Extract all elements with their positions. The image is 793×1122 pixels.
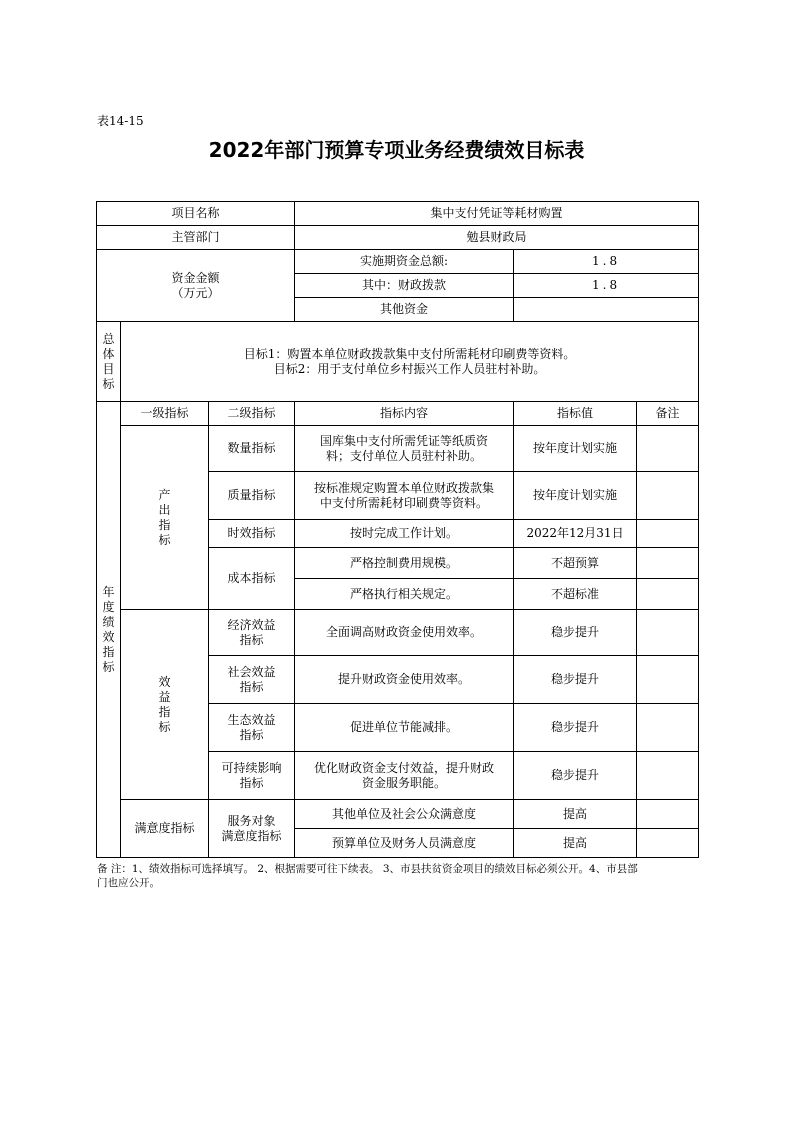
- funds-label: [97, 250, 295, 322]
- remark-cell: [637, 656, 699, 704]
- social-value: 稳步提升: [514, 656, 637, 704]
- content-line: 料；支付单位人员驻村补助。: [326, 448, 483, 463]
- table-row: [97, 202, 699, 226]
- time-value: 2022年12月31日: [514, 520, 637, 548]
- quantity-content: [295, 426, 514, 472]
- cost-value: 不超预算: [514, 548, 637, 579]
- footnote-line: 门也应公开。: [97, 877, 160, 889]
- annual-label-char: 年: [102, 584, 115, 599]
- label-line: 可持续影响: [221, 760, 282, 775]
- satisfaction-value: 提高: [514, 829, 637, 858]
- satisfaction-content: 预算单位及财务人员满意度: [295, 829, 514, 858]
- project-name-label: 项目名称: [97, 202, 295, 226]
- content-line: 中支付所需耗材印刷费等资料。: [320, 495, 489, 510]
- fiscal-funds-label: 其中：财政拨款: [295, 274, 514, 298]
- other-funds-label: 其他资金: [295, 298, 514, 322]
- project-name-value: 集中支付凭证等耗材购置: [295, 202, 699, 226]
- economic-content: 全面调高财政资金使用效率。: [295, 610, 514, 656]
- cost-value: 不超标准: [514, 579, 637, 610]
- eco-content: 促进单位节能减排。: [295, 704, 514, 752]
- total-funds-label: 实施期资金总额:: [295, 250, 514, 274]
- label-line: 经济效益: [227, 617, 276, 632]
- quantity-value: 按年度计划实施: [514, 426, 637, 472]
- sustain-content: [295, 752, 514, 800]
- content-line: 资金服务职能。: [362, 775, 447, 790]
- benefit-label-char: 标: [158, 719, 171, 734]
- content-line: 优化财政资金支付效益，提升财政: [314, 760, 495, 775]
- table-row: [97, 250, 699, 274]
- document-title: 2022年部门预算专项业务经费绩效目标表: [208, 138, 585, 162]
- table-row: [97, 322, 699, 402]
- footnote-line: 备 注：1、绩效指标可选择填写。 2、根据需要可往下续表。 3、市县扶贫资金项目的绩效目标必须公开。4、市县部: [97, 863, 638, 875]
- label-line: 指标: [239, 679, 264, 694]
- table-row: [97, 610, 699, 656]
- header-level1: 一级指标: [121, 402, 209, 426]
- annual-label-char: 指: [102, 644, 115, 659]
- social-label: [209, 656, 295, 704]
- annual-indicator-label: [97, 402, 121, 858]
- satisfaction-value: 提高: [514, 800, 637, 829]
- remark-cell: [637, 426, 699, 472]
- total-funds-value: 1.8: [514, 250, 699, 274]
- output-indicator-label: [121, 426, 209, 610]
- overall-label-char: 体: [102, 346, 115, 361]
- output-label-char: 产: [158, 487, 171, 502]
- annual-label-char: 标: [102, 659, 115, 674]
- label-line: 生态效益: [227, 712, 276, 727]
- satisfaction-sub-label: [209, 800, 295, 858]
- cost-content: 严格执行相关规定。: [295, 579, 514, 610]
- performance-goal-table: [96, 201, 699, 858]
- goal-item: 目标1：购置本单位财政拨款集中支付所需耗材印刷费等资料。: [243, 346, 576, 361]
- remark-cell: [637, 752, 699, 800]
- label-line: 社会效益: [227, 664, 276, 679]
- overall-label-char: 标: [102, 376, 115, 391]
- eco-label: [209, 704, 295, 752]
- header-level2: 二级指标: [209, 402, 295, 426]
- label-line: 服务对象: [227, 813, 276, 828]
- funds-label-unit: （万元）: [171, 285, 220, 300]
- remark-cell: [637, 610, 699, 656]
- annual-label-char: 度: [102, 599, 115, 614]
- content-line: 按标准规定购置本单位财政拨款集: [314, 480, 495, 495]
- benefit-label-char: 指: [158, 704, 171, 719]
- annual-label-char: 绩: [102, 614, 115, 629]
- overall-label-char: 目: [102, 361, 115, 376]
- output-label-char: 出: [158, 502, 171, 517]
- remark-cell: [637, 579, 699, 610]
- label-line: 指标: [239, 632, 264, 647]
- header-value: 指标值: [514, 402, 637, 426]
- benefit-label-char: 益: [158, 689, 171, 704]
- table-row: [97, 800, 699, 829]
- label-line: 指标: [239, 775, 264, 790]
- economic-value: 稳步提升: [514, 610, 637, 656]
- benefit-label-char: 效: [158, 674, 171, 689]
- overall-goal-label: [97, 322, 121, 402]
- remark-cell: [637, 520, 699, 548]
- label-line: 指标: [239, 727, 264, 742]
- quality-value: 按年度计划实施: [514, 472, 637, 520]
- header-remark: 备注: [637, 402, 699, 426]
- table-row: [97, 402, 699, 426]
- economic-label: [209, 610, 295, 656]
- label-line: 满意度指标: [221, 828, 282, 843]
- remark-cell: [637, 472, 699, 520]
- funds-label-line: 资金金额: [171, 270, 220, 285]
- quantity-label: 数量指标: [209, 426, 295, 472]
- table-row: [97, 226, 699, 250]
- overall-goals: [121, 322, 699, 402]
- output-label-char: 标: [158, 532, 171, 547]
- sustain-value: 稳步提升: [514, 752, 637, 800]
- quality-label: 质量指标: [209, 472, 295, 520]
- remark-cell: [637, 548, 699, 579]
- fiscal-funds-value: 1.8: [514, 274, 699, 298]
- overall-label-char: 总: [102, 331, 115, 346]
- eco-value: 稳步提升: [514, 704, 637, 752]
- sustain-label: [209, 752, 295, 800]
- output-label-char: 指: [158, 517, 171, 532]
- social-content: 提升财政资金使用效率。: [295, 656, 514, 704]
- goal-item: 目标2：用于支付单位乡村振兴工作人员驻村补助。: [273, 361, 546, 376]
- remark-cell: [637, 800, 699, 829]
- table-row: [97, 426, 699, 472]
- time-label: 时效指标: [209, 520, 295, 548]
- time-content: 按时完成工作计划。: [295, 520, 514, 548]
- remark-cell: [637, 829, 699, 858]
- satisfaction-label: 满意度指标: [121, 800, 209, 858]
- dept-label: 主管部门: [97, 226, 295, 250]
- satisfaction-content: 其他单位及社会公众满意度: [295, 800, 514, 829]
- benefit-indicator-label: [121, 610, 209, 800]
- annual-label-char: 效: [102, 629, 115, 644]
- remark-cell: [637, 704, 699, 752]
- header-content: 指标内容: [295, 402, 514, 426]
- quality-content: [295, 472, 514, 520]
- dept-value: 勉县财政局: [295, 226, 699, 250]
- content-line: 国库集中支付所需凭证等纸质资: [320, 433, 489, 448]
- footnote: [97, 862, 699, 890]
- cost-content: 严格控制费用规模。: [295, 548, 514, 579]
- other-funds-value: [514, 298, 699, 322]
- table-number: 表14-15: [97, 114, 144, 128]
- cost-label: 成本指标: [209, 548, 295, 610]
